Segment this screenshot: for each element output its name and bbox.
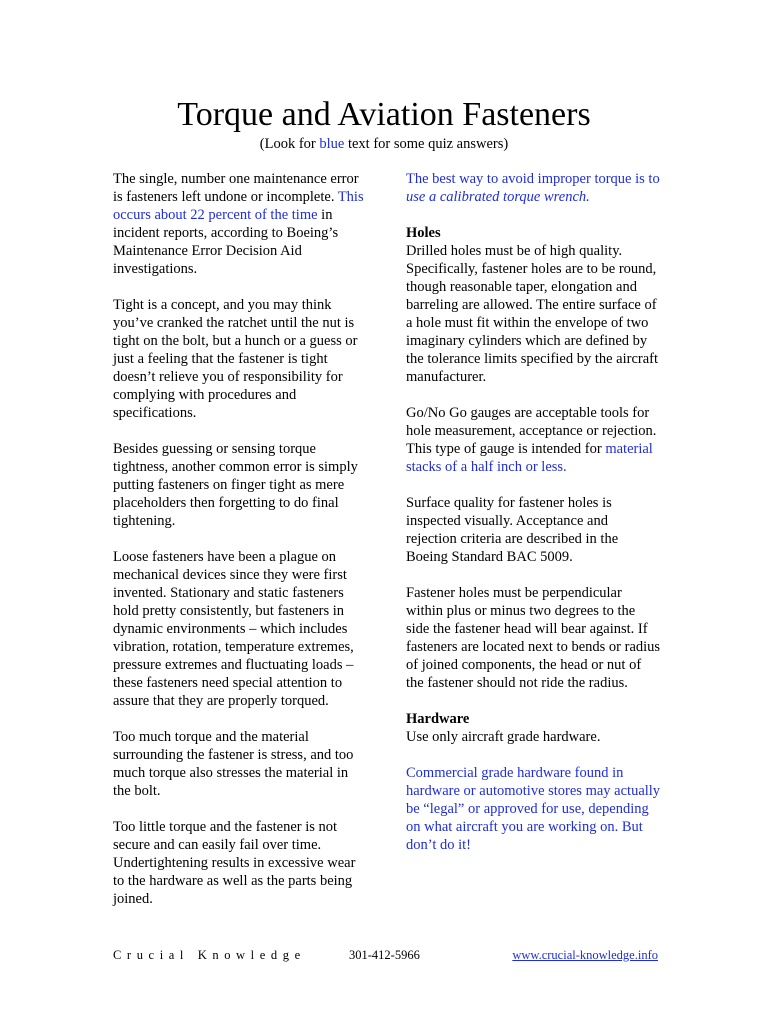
right-intro-italic: use a calibrated torque wrench. [406,189,590,205]
subtitle-highlight: blue [319,136,345,152]
left-paragraph-2: Tight is a concept, and you may think you’ve cranked the ratchet until the nut is tight on the bolt, but a hunch or a guess or just a feeling that the fastener is tight doesn’t relieve you of responsibility for complying with procedures and specifications. [113,297,358,421]
left-paragraph-1 [113,170,367,278]
footer-phone: 301-412-5966 [349,948,420,962]
left-paragraph-4: Loose fasteners have been a plague on mechanical devices since they were first invented. Stationary and static fasteners hold pretty consistently, but fasteners in dynamic environments – which includes vibration, rotation, temperature extremes, pressure extremes and fluctuating loads – these fasteners need special attention to assure that they are properly torqued. [113,549,354,709]
hardware-heading: Hardware [406,711,470,727]
left-p1-highlight: This occurs about 22 percent of the time [113,189,364,223]
holes-paragraph-1: Drilled holes must be of high quality. Specifically, fastener holes are to be round, though reasonable taper, elongation and barreling are allowed. The entire surface of a hole must fit within the envelope of two imaginary cylinders which are defined by the tolerance limits specified by the aircraft manufacturer. [406,243,659,385]
right-intro [406,170,662,206]
hardware-paragraph-1: Use only aircraft grade hardware. [406,729,601,745]
page-footer [113,946,658,964]
left-p1-text-b: in incident reports, according to Boeing’s Maintenance Error Decision Aid investigations. [113,207,339,277]
page-title: Torque and Aviation Fasteners [177,96,591,133]
holes-heading: Holes [406,225,441,241]
subtitle-suffix: text for some quiz answers) [344,136,509,152]
hardware-paragraph-2: Commercial grade hardware found in hardware or automotive stores may actually be “legal” or approved for use, depending on what aircraft you are working on. But don’t do it! [406,765,661,853]
page-subtitle [0,135,768,153]
left-paragraph-5: Too much torque and the material surrounding the fastener is stress, and too much torque also stresses the material in the bolt. [113,729,354,799]
left-column [113,170,367,926]
holes-paragraph-3: Surface quality for fastener holes is inspected visually. Acceptance and rejection criteria are described in the Boeing Standard BAC 5009. [406,495,619,565]
holes-paragraph-4: Fastener holes must be perpendicular within plus or minus two degrees to the side the fastener head will bear against. If fasteners are located next to bends or radius of joined components, the head or nut of the fastener should not ride the radius. [406,585,661,691]
holes-p2-text: Go/No Go gauges are acceptable tools for hole measurement, acceptance or rejection. This type of gauge is intended for [406,405,657,457]
right-intro-text: The best way to avoid improper torque is to [406,171,660,187]
subtitle-prefix: (Look for [259,136,320,152]
left-paragraph-6: Too little torque and the fastener is not secure and can easily fail over time. Undertightening results in excessive wear to the hardware as well as the parts being joined. [113,819,356,907]
right-column [406,170,662,872]
left-paragraph-3: Besides guessing or sensing torque tightness, another common error is simply putting fasteners on finger tight as mere placeholders then forgetting to do final tightening. [113,441,358,529]
footer-brand: Crucial Knowledge [113,948,306,962]
left-p1-text-a: The single, number one maintenance error is fasteners left undone or incomplete. [113,171,359,205]
holes-paragraph-2 [406,404,662,476]
footer-website-link[interactable]: www.crucial-knowledge.info [512,948,658,962]
holes-p2-highlight: material stacks of a half inch or less. [406,441,653,475]
